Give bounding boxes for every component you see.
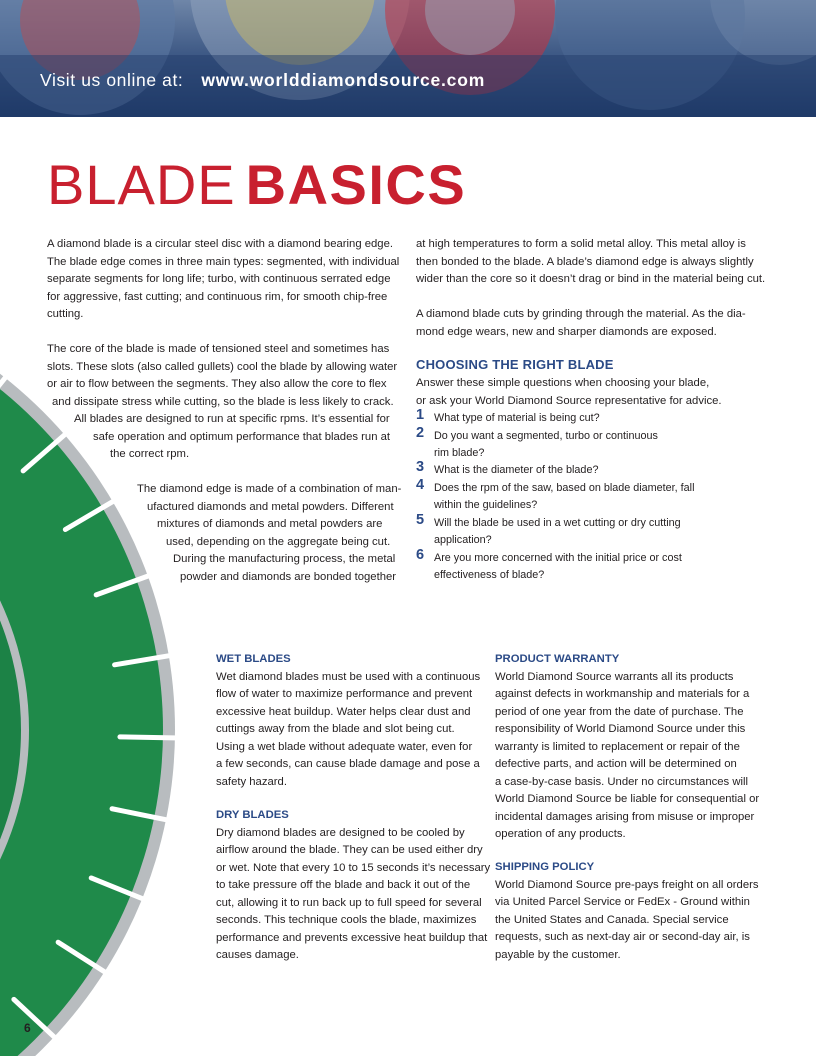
body-line: airflow around the blade. They can be used either dry — [216, 844, 483, 856]
intro-line: safe operation and optimum performance that blades run at — [93, 430, 391, 443]
page-title — [47, 150, 466, 220]
question-number: 6 — [416, 547, 425, 563]
body-line: Dry diamond blades are designed to be cooled by — [216, 826, 465, 839]
wet-blades-heading: WET BLADES — [216, 653, 291, 665]
intro-line: A diamond blade cuts by grinding through the material. As the dia- — [416, 308, 746, 320]
body-line: a case-by-case basis. Under no circumstances will — [495, 775, 749, 788]
wet-blades-section — [216, 651, 480, 791]
intro-left-column — [47, 236, 407, 586]
question-text: effectiveness of blade? — [434, 569, 545, 581]
body-line: World Diamond Source warrants all its products — [495, 670, 734, 683]
body-line: against defects in workmanship and materials for a — [495, 688, 750, 700]
body-line: cuttings away from the blade and slot being cut. — [216, 723, 455, 735]
question-text: within the guidelines? — [434, 499, 538, 511]
question-text: Are you more concerned with the initial price or cost — [434, 552, 682, 564]
body-line: causes damage. — [216, 949, 299, 961]
intro-line: ufactured diamonds and metal powders. Different — [147, 500, 394, 513]
title-bold: BASICS — [245, 153, 467, 216]
warranty-section — [495, 651, 759, 844]
body-line: requests, such as next-day air or second-day air, is — [495, 931, 750, 943]
body-line: payable by the customer. — [495, 948, 621, 961]
body-line: Using a wet blade without adequate water, even for — [216, 740, 473, 753]
question-text: Does the rpm of the saw, based on blade diameter, fall — [434, 482, 695, 494]
website-url-link[interactable]: www.worlddiamondsource.com — [201, 70, 486, 90]
shipping-section — [495, 859, 759, 964]
intro-right-column — [416, 236, 776, 341]
page-number: 6 — [24, 1021, 31, 1035]
question-text: What type of material is being cut? — [434, 412, 600, 424]
question-number: 5 — [416, 512, 425, 528]
body-line: or wet. Note that every 10 to 15 seconds it’s necessary — [216, 861, 491, 874]
question-number: 2 — [416, 425, 425, 441]
intro-line: at high temperatures to form a solid metal alloy. This metal alloy is — [416, 238, 746, 250]
body-line: period of one year from the date of purchase. The — [495, 705, 744, 718]
intro-line: mond edge wears, new and sharper diamonds are exposed. — [416, 325, 717, 338]
question-text: What is the diameter of the blade? — [434, 464, 599, 476]
question-number: 4 — [416, 477, 425, 493]
intro-line: All blades are designed to run at specific rpms. It’s essential for — [74, 413, 390, 425]
intro-line: and dissipate stress while cutting, so the blade is less likely to crack. — [52, 395, 394, 408]
question-number: 1 — [416, 407, 425, 423]
body-line: cut, allowing it to run back up to full speed for several — [216, 896, 482, 909]
question-text: rim blade? — [434, 447, 485, 459]
choosing-intro — [416, 375, 722, 410]
body-line: responsibility of World Diamond Source under this — [495, 723, 746, 735]
website-prefix: Visit us online at: — [40, 70, 184, 90]
blade-gullet — [120, 737, 180, 738]
body-line: operation of any products. — [495, 828, 626, 840]
intro-line: cutting. — [47, 308, 84, 320]
choosing-intro-line: Answer these simple questions when choosing your blade, — [416, 377, 710, 389]
body-line: a few seconds, can cause blade damage and pose a — [216, 758, 480, 770]
warranty-heading: PRODUCT WARRANTY — [495, 653, 620, 665]
body-line: seconds. This technique cools the blade, maximizes — [216, 914, 477, 926]
choosing-heading: CHOOSING THE RIGHT BLADE — [416, 357, 614, 372]
intro-line: separate segments for long life; turbo, with continuous serrated edge — [47, 273, 391, 285]
body-line: Wet diamond blades must be used with a continuous — [216, 670, 481, 683]
body-line: World Diamond Source pre-pays freight on all orders — [495, 878, 759, 891]
intro-line: for aggressive, fast cutting; and continuous rim, for smooth chip-free — [47, 290, 388, 303]
intro-line: the correct rpm. — [110, 448, 190, 460]
body-line: via United Parcel Service or FedEx - Ground within — [495, 896, 750, 908]
dry-blades-heading: DRY BLADES — [216, 809, 289, 821]
body-line: safety hazard. — [216, 775, 287, 788]
title-light: BLADE — [47, 153, 236, 216]
intro-line: A diamond blade is a circular steel disc with a diamond bearing edge. — [47, 238, 394, 250]
body-line: warranty is limited to replacement or repair of the — [495, 740, 740, 753]
intro-line: powder and diamonds are bonded together — [180, 570, 397, 583]
intro-line: then bonded to the blade. A blade’s diamond edge is always slightly — [416, 255, 754, 268]
intro-line: slots. These slots (also called gullets) cool the blade by allowing water — [47, 360, 398, 373]
question-text: Do you want a segmented, turbo or continuous — [434, 430, 658, 442]
intro-line: used, depending on the aggregate being cut. — [166, 535, 391, 548]
body-line: performance and prevents excessive heat buildup that — [216, 931, 488, 944]
intro-line: The blade edge comes in three main types: segmented, with individual — [47, 255, 400, 268]
intro-line: or air to flow between the segments. They also allow the core to flex — [47, 378, 387, 390]
question-number: 3 — [416, 459, 425, 475]
intro-line: The core of the blade is made of tensioned steel and sometimes has — [47, 343, 390, 355]
body-line: World Diamond Source be liable for consequential or — [495, 793, 760, 805]
shipping-heading: SHIPPING POLICY — [495, 861, 595, 873]
body-line: excessive heat buildup. Water helps clear dust and — [216, 705, 471, 718]
body-line: incidental damages arising from misuse or improper — [495, 810, 755, 823]
body-line: to take pressure off the blade and back it out of the — [216, 879, 471, 891]
dry-blades-section — [216, 807, 490, 965]
intro-line: wider than the core so it doesn’t drag or bind in the material being cut. — [416, 273, 766, 285]
choosing-intro-line: or ask your World Diamond Source representative for advice. — [416, 394, 722, 407]
intro-line: The diamond edge is made of a combination of man- — [137, 483, 402, 495]
body-line: the United States and Canada. Special service — [495, 913, 729, 926]
question-text: Will the blade be used in a wet cutting or dry cutting — [434, 517, 681, 529]
body-line: defective parts, and action will be determined on — [495, 758, 737, 770]
body-line: flow of water to maximize performance and prevent — [216, 688, 473, 700]
intro-line: During the manufacturing process, the metal — [173, 553, 396, 565]
question-text: application? — [434, 534, 492, 546]
intro-line: mixtures of diamonds and metal powders are — [157, 518, 383, 530]
